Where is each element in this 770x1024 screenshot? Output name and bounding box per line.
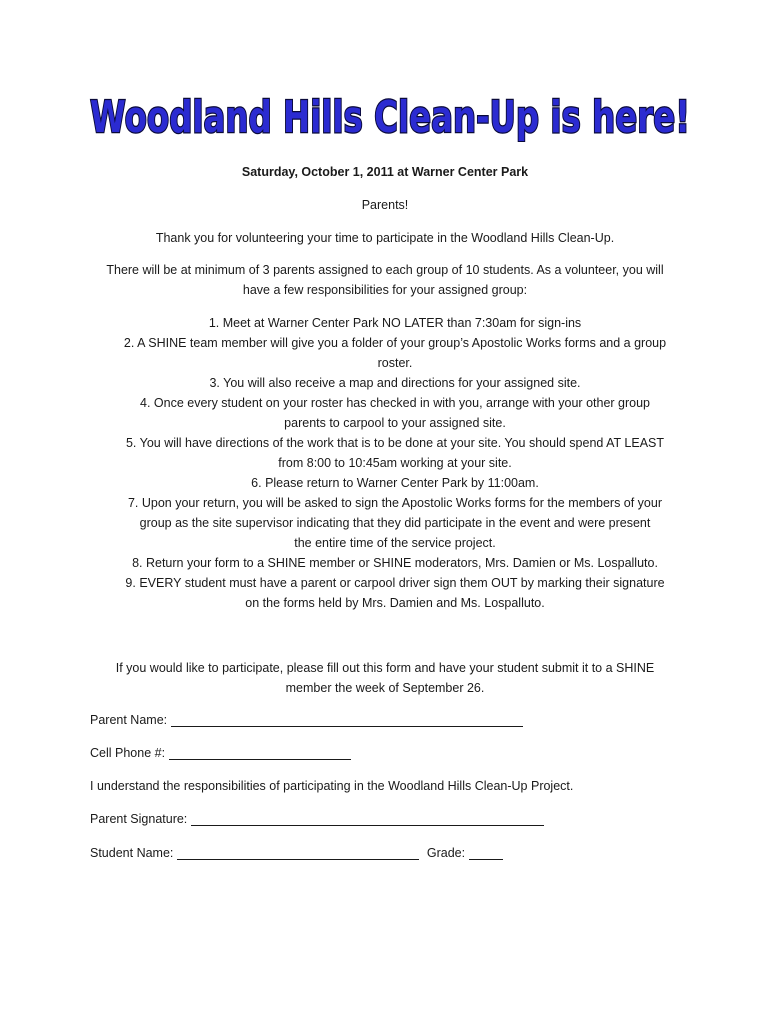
list-line: 5. You will have directions of the work that is to be done at your site. You should spend AT LEAST — [125, 436, 665, 450]
acknowledgement-statement: I understand the responsibilities of participating in the Woodland Hills Clean-Up Project. — [90, 779, 574, 793]
parent-signature-label: Parent Signature: — [90, 812, 191, 826]
participation-instructions — [60, 658, 710, 698]
student-name-field[interactable] — [177, 845, 419, 860]
student-name-label: Student Name: — [90, 846, 177, 860]
cell-phone-row — [90, 743, 730, 763]
headline-text: Woodland Hills Clean-Up is here! — [90, 92, 690, 142]
student-name-row — [90, 843, 730, 863]
headline-wordart — [88, 86, 692, 142]
intro-line: There will be at minimum of 3 parents assigned to each group of 10 students. As a volunteer, you will — [106, 263, 664, 277]
cell-phone-label: Cell Phone #: — [90, 746, 169, 760]
greeting: Parents! — [361, 198, 409, 212]
list-line: 3. You will also receive a map and directions for your assigned site. — [209, 376, 581, 390]
parent-name-label: Parent Name: — [90, 713, 171, 727]
list-line: 2. A SHINE team member will give you a folder of your group’s Apostolic Works forms and a group — [123, 336, 667, 350]
list-line: 8. Return your form to a SHINE member or SHINE moderators, Mrs. Damien or Ms. Lospalluto. — [132, 556, 658, 570]
list-line: from 8:00 to 10:45am working at your site. — [278, 456, 512, 470]
cta-line: member the week of September 26. — [285, 681, 485, 695]
parent-name-row — [90, 710, 730, 730]
event-date-location: Saturday, October 1, 2011 at Warner Center Park — [241, 165, 529, 179]
list-line: 6. Please return to Warner Center Park by 11:00am. — [251, 476, 539, 490]
list-line: roster. — [377, 356, 413, 370]
list-line: 1. Meet at Warner Center Park NO LATER than 7:30am for sign-ins — [208, 316, 582, 330]
list-line: on the forms held by Mrs. Damien and Ms. Lospalluto. — [245, 596, 545, 610]
parent-name-field[interactable] — [171, 712, 523, 727]
list-line: group as the site supervisor indicating that they did participate in the event and were present — [139, 516, 651, 530]
intro-paragraph — [60, 260, 710, 300]
headline — [88, 86, 692, 142]
list-line: 9. EVERY student must have a parent or carpool driver sign them OUT by marking their signature — [125, 576, 665, 590]
grade-field[interactable] — [469, 845, 503, 860]
cta-line: If you would like to participate, please fill out this form and have your student submit it to a SHINE — [115, 661, 655, 675]
grade-label: Grade: — [426, 846, 469, 860]
list-line: parents to carpool to your assigned site. — [284, 416, 506, 430]
parent-signature-field[interactable] — [191, 811, 544, 826]
parent-signature-row — [90, 809, 730, 829]
cell-phone-field[interactable] — [169, 745, 351, 760]
thank-you-line: Thank you for volunteering your time to participate in the Woodland Hills Clean-Up. — [155, 231, 615, 245]
list-line: 4. Once every student on your roster has checked in with you, arrange with your other group — [140, 396, 650, 410]
intro-line: have a few responsibilities for your assigned group: — [242, 283, 528, 297]
responsibilities-list — [100, 313, 690, 613]
list-line: the entire time of the service project. — [294, 536, 496, 550]
list-line: 7. Upon your return, you will be asked to sign the Apostolic Works forms for the members of your — [127, 496, 663, 510]
